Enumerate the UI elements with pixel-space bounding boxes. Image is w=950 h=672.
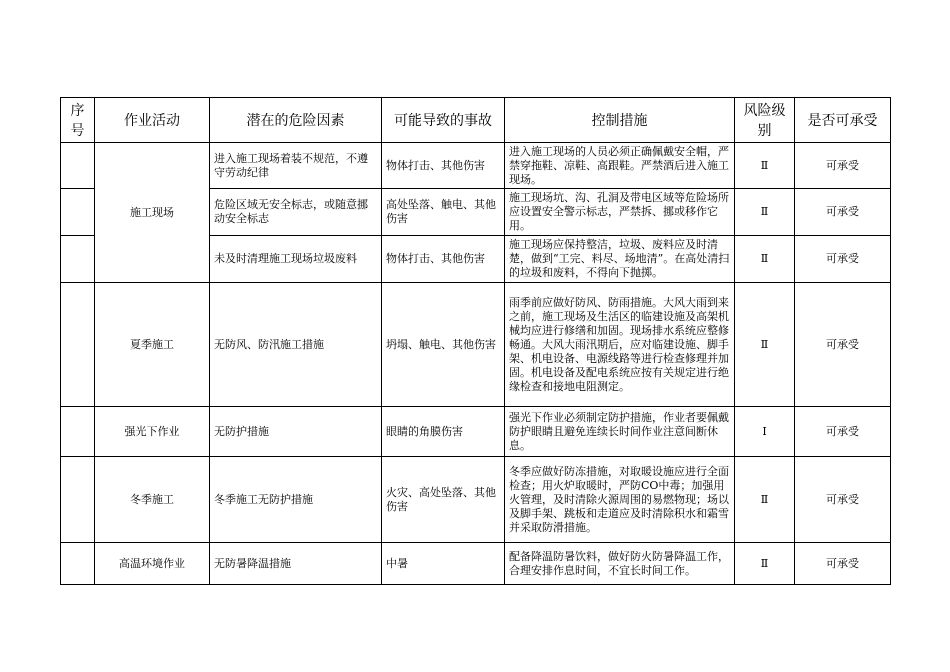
accident-cell: 眼睛的角膜伤害: [382, 407, 505, 457]
hazard-cell: 无防风、防汛施工措施: [210, 283, 382, 407]
acceptable-cell: 可承受: [795, 143, 891, 189]
header-activity: 作业活动: [95, 98, 210, 143]
control-cell: 冬季应做好防冻措施，对取暖设施应进行全面检查；用火炉取暖时，严防CO中毒；加强用火管理，及时清除火源周围的易燃物现；场以及脚手架、跳板和走道应及时清除积水和霜雪并采取防滑措施。: [505, 457, 735, 543]
header-level: 风险级别: [735, 98, 795, 143]
table-row: [61, 283, 891, 407]
row-number-cell: [61, 543, 95, 585]
acceptable-cell: 可承受: [795, 543, 891, 585]
acceptable-cell: 可承受: [795, 189, 891, 236]
control-cell: 雨季前应做好防风、防雨措施。大风大雨到来之前，施工现场及生活区的临建设施及高架机械均应进行修缮和加固。现场排水系统应整修畅通。大风大雨汛期后，应对临建设施、脚手架、机电设备、电源线路等进行检查修理并加固。机电设备及配电系统应按有关规定进行绝缘检查和接地电阻测定。: [505, 283, 735, 407]
activity-cell: 冬季施工: [95, 457, 210, 543]
hazard-cell: 进入施工现场着装不规范，不遵守劳动纪律: [210, 143, 382, 189]
level-cell: Ⅱ: [735, 236, 795, 283]
row-number-cell: [61, 283, 95, 407]
table-row: [61, 543, 891, 585]
accident-cell: 中暑: [382, 543, 505, 585]
level-cell: Ⅱ: [735, 457, 795, 543]
level-cell: Ⅱ: [735, 189, 795, 236]
accident-cell: 物体打击、其他伤害: [382, 236, 505, 283]
accident-cell: 火灾、高处坠落、其他伤害: [382, 457, 505, 543]
table-row: [61, 457, 891, 543]
activity-cell: 夏季施工: [95, 283, 210, 407]
row-number-cell: [61, 143, 95, 189]
hazard-cell: 无防暑降温措施: [210, 543, 382, 585]
row-number-cell: [61, 407, 95, 457]
accident-cell: 高处坠落、触电、其他伤害: [382, 189, 505, 236]
header-control: 控制措施: [505, 98, 735, 143]
control-cell: 进入施工现场的人员必须正确佩戴安全帽，严禁穿拖鞋、凉鞋、高跟鞋。严禁酒后进入施工现场。: [505, 143, 735, 189]
level-cell: Ⅱ: [735, 543, 795, 585]
control-cell: 施工现场应保持整洁，垃圾、废料应及时清楚，做到“工完、料尽、场地清”。在高处清扫的垃圾和废料，不得向下抛掷。: [505, 236, 735, 283]
acceptable-cell: 可承受: [795, 236, 891, 283]
acceptable-cell: 可承受: [795, 407, 891, 457]
control-cell: 强光下作业必须制定防护措施，作业者要佩戴防护眼睛且避免连续长时间作业注意间断休息。: [505, 407, 735, 457]
header-row: [61, 98, 891, 143]
accident-cell: 坍塌、触电、其他伤害: [382, 283, 505, 407]
control-cell: 施工现场坑、沟、孔洞及带电区域等危险场所应设置安全警示标志，严禁拆、挪或移作它用。: [505, 189, 735, 236]
activity-cell: 强光下作业: [95, 407, 210, 457]
acceptable-cell: 可承受: [795, 457, 891, 543]
level-cell: Ⅱ: [735, 143, 795, 189]
hazard-cell: 危险区域无安全标志，或随意挪动安全标志: [210, 189, 382, 236]
hazard-cell: 无防护措施: [210, 407, 382, 457]
activity-cell: 施工现场: [95, 143, 210, 283]
hazard-cell: 未及时清理施工现场垃圾废料: [210, 236, 382, 283]
hazard-cell: 冬季施工无防护措施: [210, 457, 382, 543]
control-cell: 配备降温防暑饮料，做好防火防暑降温工作，合理安排作息时间，不宜长时间工作。: [505, 543, 735, 585]
level-cell: Ⅰ: [735, 407, 795, 457]
header-no: 序号: [61, 98, 95, 143]
header-acceptable: 是否可承受: [795, 98, 891, 143]
acceptable-cell: 可承受: [795, 283, 891, 407]
row-number-cell: [61, 189, 95, 236]
header-hazard: 潜在的危险因素: [210, 98, 382, 143]
activity-cell: 高温环境作业: [95, 543, 210, 585]
table-row: [61, 143, 891, 189]
table-row: [61, 407, 891, 457]
accident-cell: 物体打击、其他伤害: [382, 143, 505, 189]
risk-assessment-table: [60, 97, 891, 585]
header-accident: 可能导致的事故: [382, 98, 505, 143]
level-cell: Ⅱ: [735, 283, 795, 407]
row-number-cell: [61, 457, 95, 543]
row-number-cell: [61, 236, 95, 283]
